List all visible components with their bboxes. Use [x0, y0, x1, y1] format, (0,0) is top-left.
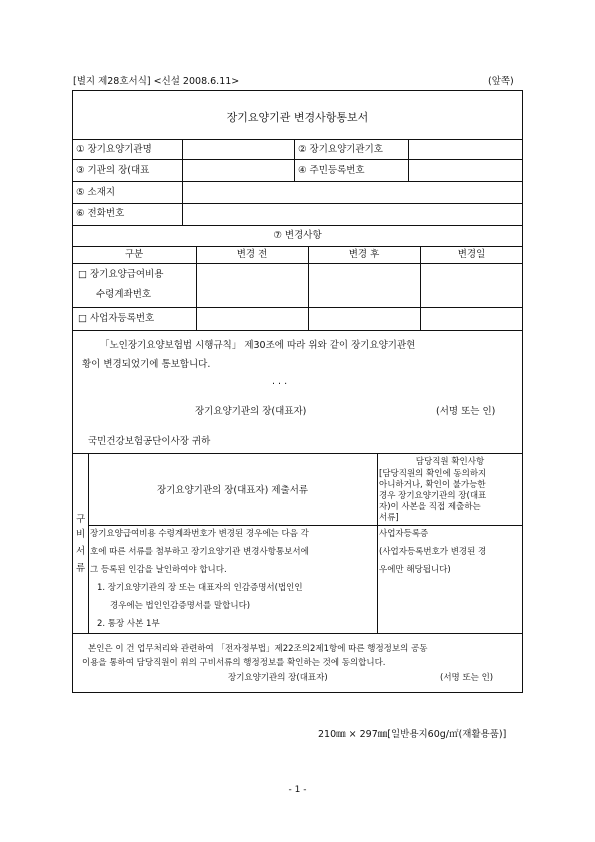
changes-row-business-number[interactable]: □ 사업자등록번호: [78, 313, 155, 324]
docs-side-label-4: 류: [76, 563, 86, 574]
docs-side-label-1: 구: [76, 514, 86, 525]
field-label-address: ⑤ 소재지: [76, 187, 116, 198]
submit-body-2: 호에 따른 서류를 첨부하고 장기요양기관 변경사항통보서에: [90, 547, 309, 557]
submit-body-1: 장기요양급여비용 수령계좌번호가 변경된 경우에는 다음 각: [90, 529, 309, 539]
field-label-institution-code: ② 장기요양기관기호: [298, 144, 383, 155]
check-note-3: 경우 장기요양기관의 장(대표: [379, 491, 487, 501]
representative-field[interactable]: [183, 160, 293, 180]
business-after-cell[interactable]: [309, 308, 419, 329]
check-note-5: 서류]: [379, 513, 399, 523]
check-docs-title: 담당직원 확인사항: [415, 457, 485, 467]
check-body-1: 사업자등록증: [379, 529, 429, 539]
business-before-cell[interactable]: [197, 308, 307, 329]
check-note-4: 자)이 사본을 직접 제출하는: [379, 502, 481, 512]
field-label-representative: ③ 기관의 장(대표: [76, 165, 150, 176]
docs-side-label-3: 서: [76, 546, 86, 557]
field-label-phone: ⑥ 전화번호: [76, 208, 125, 219]
changes-header-category: 구분: [124, 249, 144, 260]
changes-row-account-line1[interactable]: □ 장기요양급여비용: [78, 269, 164, 280]
statement-sign[interactable]: (서명 또는 인): [436, 406, 496, 417]
changes-header-after: 변경 후: [348, 249, 380, 260]
form-number: [별지 제28호서식] <신설 2008.6.11>: [73, 76, 240, 87]
paper-size: 210㎜ × 297㎜[일반용지60g/㎡(재활용품)]: [318, 729, 507, 740]
consent-line1: 본인은 이 건 업무처리와 관련하여 「전자정부법」제22조의2제1항에 따른 행정정보의 공동: [88, 644, 428, 654]
page-side-label: (앞쪽): [488, 76, 514, 87]
submit-docs-title: 장기요양기관의 장(대표자) 제출서류: [156, 485, 309, 496]
statement-line1: 「노인장기요양보험법 시행규칙」 제30조에 따라 위와 같이 장기요양기관현: [100, 340, 416, 351]
consent-sign[interactable]: (서명 또는 인): [440, 673, 494, 683]
statement-line2: 황이 변경되었기에 통보합니다.: [82, 359, 211, 370]
field-label-resident-number: ④ 주민등록번호: [298, 165, 365, 176]
field-label-institution-name: ① 장기요양기관명: [76, 144, 152, 155]
statement-signer: 장기요양기관의 장(대표자): [195, 406, 307, 417]
page-number: - 1 -: [288, 785, 307, 795]
resident-number-field[interactable]: [409, 160, 521, 180]
account-after-cell[interactable]: [309, 264, 419, 306]
recipient: 국민건강보험공단이사장 귀하: [88, 436, 211, 447]
consent-line2: 이용을 통하여 담당직원이 위의 구비서류의 행정정보를 확인하는 것에 동의합니다.: [82, 658, 386, 668]
phone-field[interactable]: [183, 204, 521, 224]
changes-title: ⑦ 변경사항: [273, 230, 322, 241]
consent-signer: 장기요양기관의 장(대표자): [228, 673, 328, 683]
changes-row-account-line2: 수령계좌번호: [96, 289, 152, 300]
institution-code-field[interactable]: [409, 140, 521, 158]
form-title: 장기요양기관 변경사항통보서: [226, 111, 369, 124]
submit-item1-line2: 경우에는 법인인감증명서를 말합니다): [110, 601, 251, 611]
check-note-1: [담당직원의 확인에 동의하지: [379, 469, 487, 479]
account-before-cell[interactable]: [197, 264, 307, 306]
institution-name-field[interactable]: [183, 140, 293, 158]
submit-item2: 2. 통장 사본 1부: [97, 619, 160, 629]
address-field[interactable]: [183, 182, 521, 202]
docs-side-label-2: 비: [76, 529, 86, 540]
account-date-cell[interactable]: [421, 264, 521, 306]
submit-body-3: 그 등록된 인감을 날인하여야 합니다.: [90, 565, 227, 575]
check-body-2: (사업자등록번호가 변경된 경: [379, 547, 487, 557]
check-body-3: 우에만 해당됩니다): [379, 565, 451, 575]
changes-header-date: 변경일: [457, 249, 486, 260]
check-note-2: 아니하거나, 확인이 불가능한: [379, 480, 486, 490]
submit-item1-line1: 1. 장기요양기관의 장 또는 대표자의 인감증명서(법인인: [97, 583, 303, 593]
changes-header-before: 변경 전: [236, 249, 268, 260]
business-date-cell[interactable]: [421, 308, 521, 329]
date-marks: · · ·: [272, 379, 288, 390]
